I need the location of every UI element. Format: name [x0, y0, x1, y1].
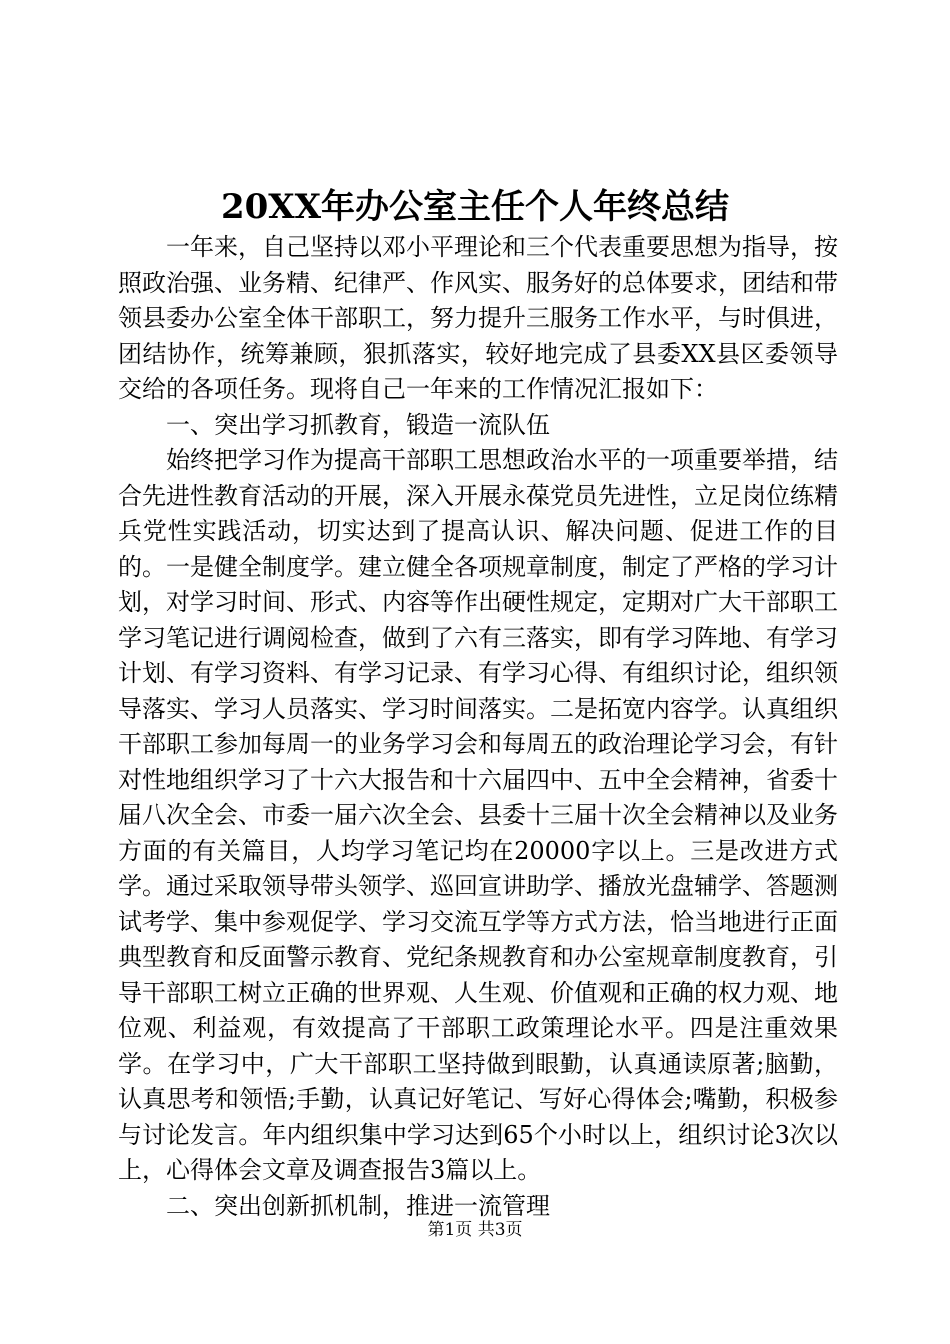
- section-heading-2: 二、突出创新抓机制，推进一流管理: [166, 1191, 550, 1220]
- paragraph-section-1: 始终把学习作为提高干部职工思想政治水平的一项重要举措，结合先进性教育活动的开展，深入开展永葆党员先进性，立足岗位练精兵党性实践活动，切实达到了提高认识、解决问题、促进工作的目的。一是健全制度学。建立健全各项规章制度，制定了严格的学习计划，对学习时间、形式、内容等作出硬性规定，定期对广大干部职工学习笔记进行调阅检查，做到了六有三落实，即有学习阵地、有学习计划、有学习资料、有学习记录、有学习心得、有组织讨论，组织领导落实、学习人员落实、学习时间落实。二是拓宽内容学。认真组织干部职工参加每周一的业务学习会和每周五的政治理论学习会，有针对性地组织学习了十六大报告和十六届四中、五中全会精神，省委十届八次全会、市委一届六次全会、县委十三届十次全会精神以及业务方面的有关篇目，人均学习笔记均在20000字以上。三是改进方式学。通过采取领导带头领学、巡回宣讲助学、播放光盘辅学、答题测试考学、集中参观促学、学习交流互学等方式方法，恰当地进行正面典型教育和反面警示教育、党纪条规教育和办公室规章制度教育，引导干部职工树立正确的世界观、人生观、价值观和正确的权力观、地位观、利益观，有效提高了干部职工政策理论水平。四是注重效果学。在学习中，广大干部职工坚持做到眼勤，认真通读原著;脑勤，认真思考和领悟;手勤，认真记好笔记、写好心得体会;嘴勤，积极参与讨论发言。年内组织集中学习达到65个小时以上，组织讨论3次以上，心得体会文章及调查报告3篇以上。: [118, 446, 838, 1184]
- document-body: [118, 230, 838, 1224]
- section-heading-1: 一、突出学习抓教育，锻造一流队伍: [166, 410, 550, 439]
- page-number-footer: 第1页 共3页: [427, 1220, 523, 1240]
- document-title: 20XX年办公室主任个人年终总结: [220, 187, 730, 227]
- paragraph-intro: 一年来，自己坚持以邓小平理论和三个代表重要思想为指导，按照政治强、业务精、纪律严、作风实、服务好的总体要求，团结和带领县委办公室全体干部职工，努力提升三服务工作水平，与时俱进，团结协作，统筹兼顾，狠抓落实，较好地完成了县委XX县区委领导交给的各项任务。现将自己一年来的工作情况汇报如下：: [118, 233, 838, 403]
